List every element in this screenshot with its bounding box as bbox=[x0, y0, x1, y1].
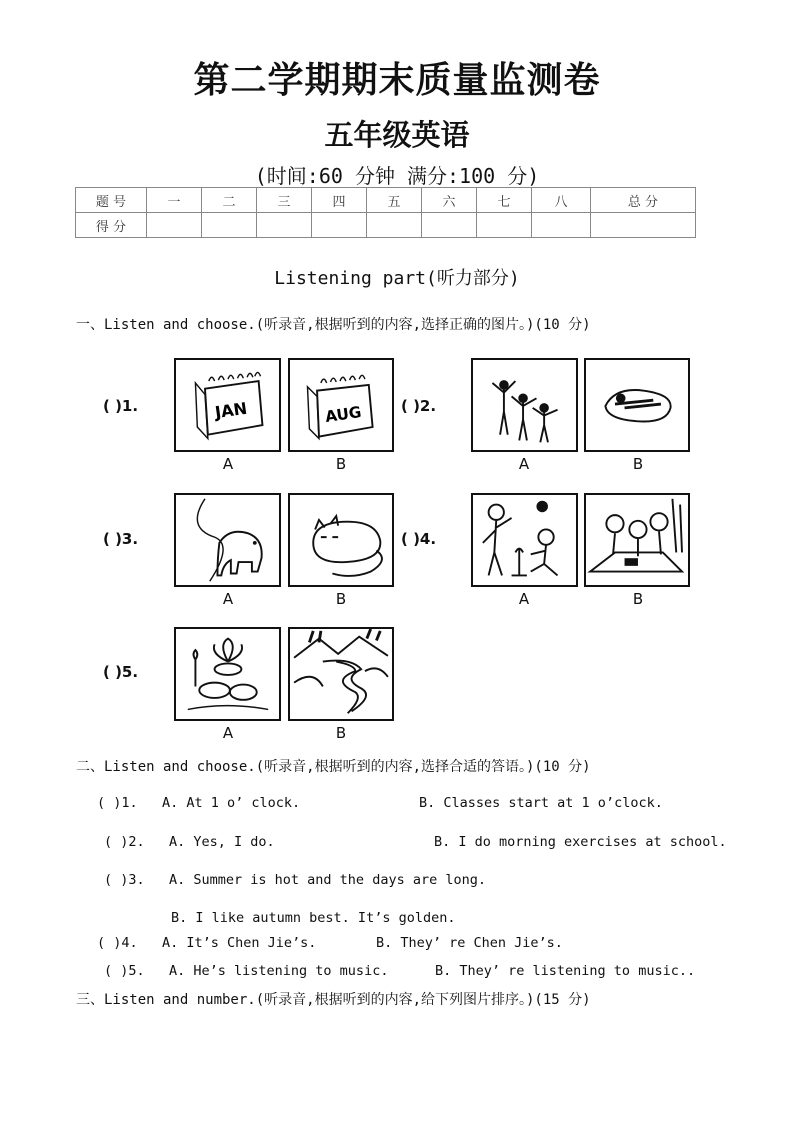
score-value-row bbox=[76, 213, 696, 238]
section2-heading: 二、Listen and choose.(听录音,根据听到的内容,选择合适的答语。)(10 分) bbox=[76, 759, 591, 775]
score-input-cell[interactable] bbox=[532, 213, 591, 238]
section1-heading: 一、Listen and choose.(听录音,根据听到的内容,选择正确的图片。)(10 分) bbox=[76, 317, 591, 333]
elephant-icon[interactable] bbox=[174, 493, 281, 587]
answer-blank[interactable]: ( )1. bbox=[103, 397, 139, 415]
dancers-icon[interactable] bbox=[471, 358, 578, 452]
answer-blank[interactable]: ( )5. bbox=[104, 963, 145, 979]
option-b[interactable]: B. They’ re Chen Jie’s. bbox=[376, 935, 563, 951]
answer-blank[interactable]: ( )2. bbox=[401, 397, 437, 415]
answer-blank[interactable]: ( )3. bbox=[103, 530, 139, 548]
score-input-cell[interactable] bbox=[312, 213, 367, 238]
answer-blank[interactable]: ( )1. bbox=[97, 795, 138, 811]
option-label: A bbox=[222, 590, 234, 608]
score-input-cell[interactable] bbox=[477, 213, 532, 238]
answer-blank[interactable]: ( )3. bbox=[104, 872, 145, 888]
answer-blank[interactable]: ( )5. bbox=[103, 663, 139, 681]
score-input-cell[interactable] bbox=[147, 213, 202, 238]
swimmer-icon[interactable] bbox=[584, 358, 690, 452]
score-header-cell: 一 bbox=[147, 188, 202, 213]
option-label: B bbox=[632, 590, 644, 608]
time-info: (时间:60 分钟 满分:100 分) bbox=[254, 164, 540, 188]
option-label: B bbox=[335, 590, 347, 608]
score-header-cell: 三 bbox=[257, 188, 312, 213]
calendar-jan-text: JAN bbox=[213, 398, 249, 423]
answer-blank[interactable]: ( )2. bbox=[104, 834, 145, 850]
people-planting-icon[interactable] bbox=[471, 493, 578, 587]
score-header-cell: 六 bbox=[422, 188, 477, 213]
score-header-row bbox=[76, 188, 696, 213]
listening-part-title: Listening part(听力部分) bbox=[274, 268, 520, 289]
score-table bbox=[75, 187, 696, 238]
option-a[interactable]: A. Summer is hot and the days are long. bbox=[169, 872, 486, 888]
option-a[interactable]: A. Yes, I do. bbox=[169, 834, 275, 850]
score-header-cell: 五 bbox=[367, 188, 422, 213]
score-input-cell[interactable] bbox=[257, 213, 312, 238]
score-header-cell: 题 号 bbox=[76, 188, 147, 213]
option-b[interactable]: B. I do morning exercises at school. bbox=[434, 834, 727, 850]
option-label: B bbox=[335, 724, 347, 742]
score-header-cell: 四 bbox=[312, 188, 367, 213]
score-row-label: 得 分 bbox=[76, 213, 147, 238]
score-input-cell[interactable] bbox=[367, 213, 422, 238]
score-input-cell[interactable] bbox=[202, 213, 257, 238]
option-a[interactable]: A. He’s listening to music. bbox=[169, 963, 389, 979]
option-label: A bbox=[222, 455, 234, 473]
option-a[interactable]: A. At 1 o’ clock. bbox=[162, 795, 301, 811]
lotus-pond-icon[interactable] bbox=[174, 627, 281, 721]
page-subtitle: 五年级英语 bbox=[324, 118, 470, 152]
option-label: B bbox=[335, 455, 347, 473]
score-header-cell: 总 分 bbox=[591, 188, 696, 213]
page-title: 第二学期期末质量监测卷 bbox=[193, 59, 601, 101]
option-label: B bbox=[632, 455, 644, 473]
option-a[interactable]: A. It’s Chen Jie’s. bbox=[162, 935, 317, 951]
score-header-cell: 二 bbox=[202, 188, 257, 213]
answer-blank[interactable]: ( )4. bbox=[401, 530, 437, 548]
option-b[interactable]: B. They’ re listening to music.. bbox=[435, 963, 696, 979]
calendar-aug-text: AUG bbox=[324, 403, 363, 426]
cat-icon[interactable] bbox=[288, 493, 394, 587]
score-input-cell[interactable] bbox=[422, 213, 477, 238]
option-b[interactable]: B. I like autumn best. It’s golden. bbox=[171, 910, 456, 926]
section3-heading: 三、Listen and number.(听录音,根据听到的内容,给下列图片排序。)(15 分) bbox=[76, 992, 591, 1008]
answer-blank[interactable]: ( )4. bbox=[97, 935, 138, 951]
calendar-jan-icon[interactable] bbox=[174, 358, 281, 452]
score-header-cell: 七 bbox=[477, 188, 532, 213]
calendar-aug-icon[interactable] bbox=[288, 358, 394, 452]
river-landscape-icon[interactable] bbox=[288, 627, 394, 721]
option-label: A bbox=[518, 590, 530, 608]
score-input-cell[interactable] bbox=[591, 213, 696, 238]
option-b[interactable]: B. Classes start at 1 o’clock. bbox=[419, 795, 663, 811]
score-header-cell: 八 bbox=[532, 188, 591, 213]
picnic-icon[interactable] bbox=[584, 493, 690, 587]
option-label: A bbox=[518, 455, 530, 473]
option-label: A bbox=[222, 724, 234, 742]
